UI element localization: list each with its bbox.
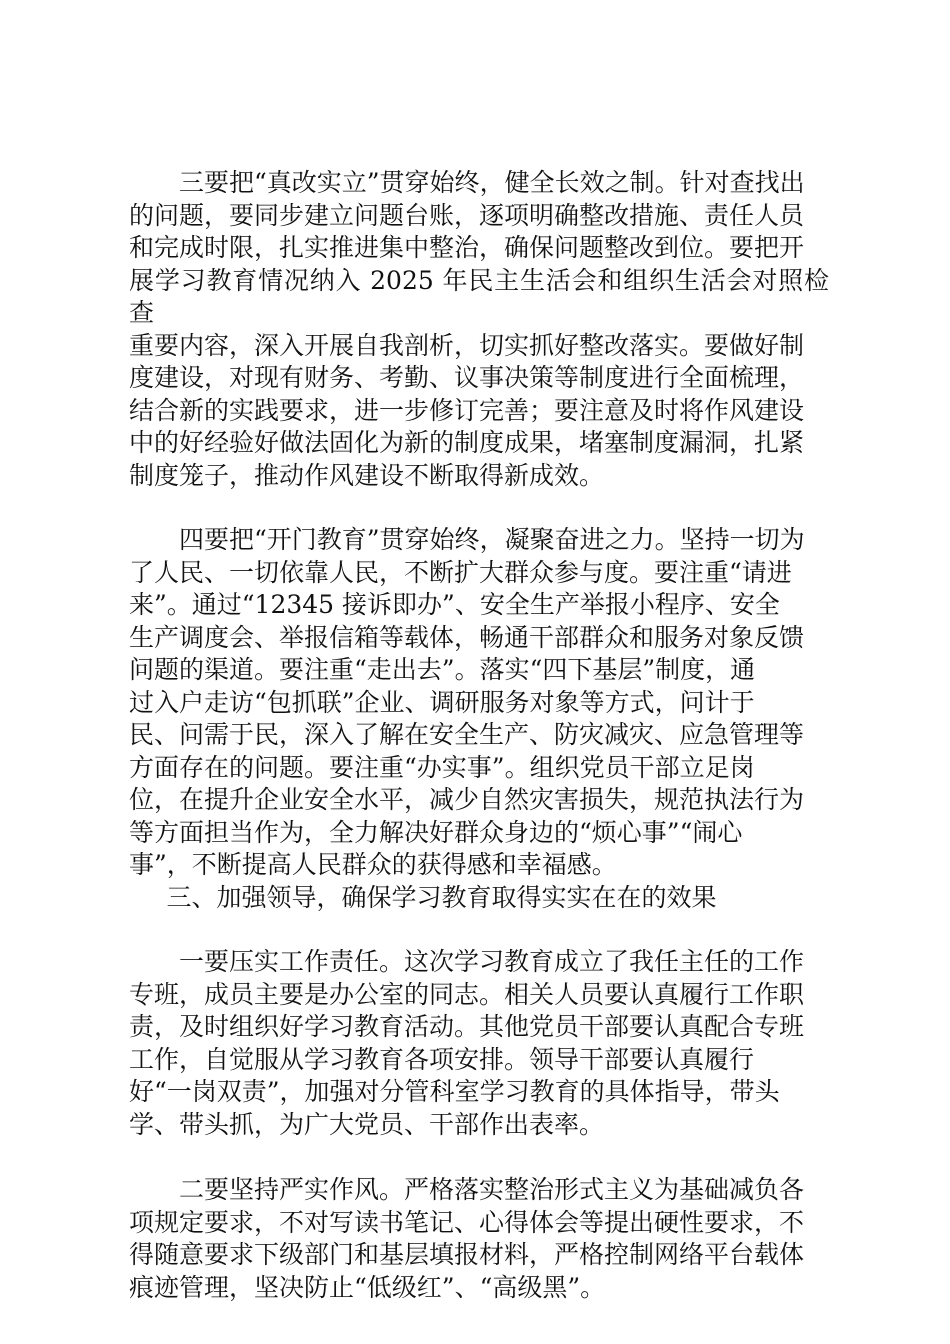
- section-heading: 三、加强领导，确保学习教育取得实实在在的效果: [166, 882, 717, 912]
- paragraph-three-requirements: 三要把“真改实立”贯穿始终，健全长效之制。针对查找出 的问题，要同步建立问题台账，逐项明确整改措施、责任人员 和完成时限，扎实推进集中整治，确保问题整改到位。要把开 展学习教育情况纳入 2025 年民主生活会和组织生活会对照检查 重要内容，深入开展自我剖析，切实抓好整改落实。要做好制 度建设，对现有财务、考勤、议事决策等制度进行全面梳理， 结合新的实践要求，进一步修订完善；要注意及时将作风建设 中的好经验好做法固化为新的制度成果，堵塞制度漏洞，扎紧 制度笼子，推动作风建设不断取得新成效。: [129, 168, 829, 490]
- paragraph-two-requirements: 二要坚持严实作风。严格落实整治形式主义为基础减负各 项规定要求，不对写读书笔记、心得体会等提出硬性要求，不 得随意要求下级部门和基层填报材料，严格控制网络平台载体 痕迹管理，坚决防止“低级红”、“高级黑”。: [129, 1175, 805, 1302]
- document-body: [129, 167, 829, 1304]
- paragraph-four-requirements: 四要把“开门教育”贯穿始终，凝聚奋进之力。坚持一切为 了人民、一切依靠人民，不断扩大群众参与度。要注重“请进 来”。通过“12345 接诉即办”、安全生产举报小程序、安全 生产调度会、举报信箱等载体，畅通干部群众和服务对象反馈 问题的渠道。要注重“走出去”。落实“四下基层”制度，通 过入户走访“包抓联”企业、调研服务对象等方式，问计于 民、问需于民，深入了解在安全生产、防灾减灾、应急管理等 方面存在的问题。要注重“办实事”。组织党员干部立足岗 位，在提升企业安全水平，减少自然灾害损失，规范执法行为 等方面担当作为，全力解决好群众身边的“烦心事”“闹心 事”，不断提高人民群众的获得感和幸福感。: [129, 525, 805, 879]
- paragraph-one-requirements: 一要压实工作责任。这次学习教育成立了我任主任的工作 专班，成员主要是办公室的同志。相关人员要认真履行工作职 责，及时组织好学习教育活动。其他党员干部要认真配合专班 工作，自觉服从学习教育各项安排。领导干部要认真履行 好“一岗双责”，加强对分管科室学习教育的具体指导，带头 学、带头抓，为广大党员、干部作出表率。: [129, 947, 805, 1139]
